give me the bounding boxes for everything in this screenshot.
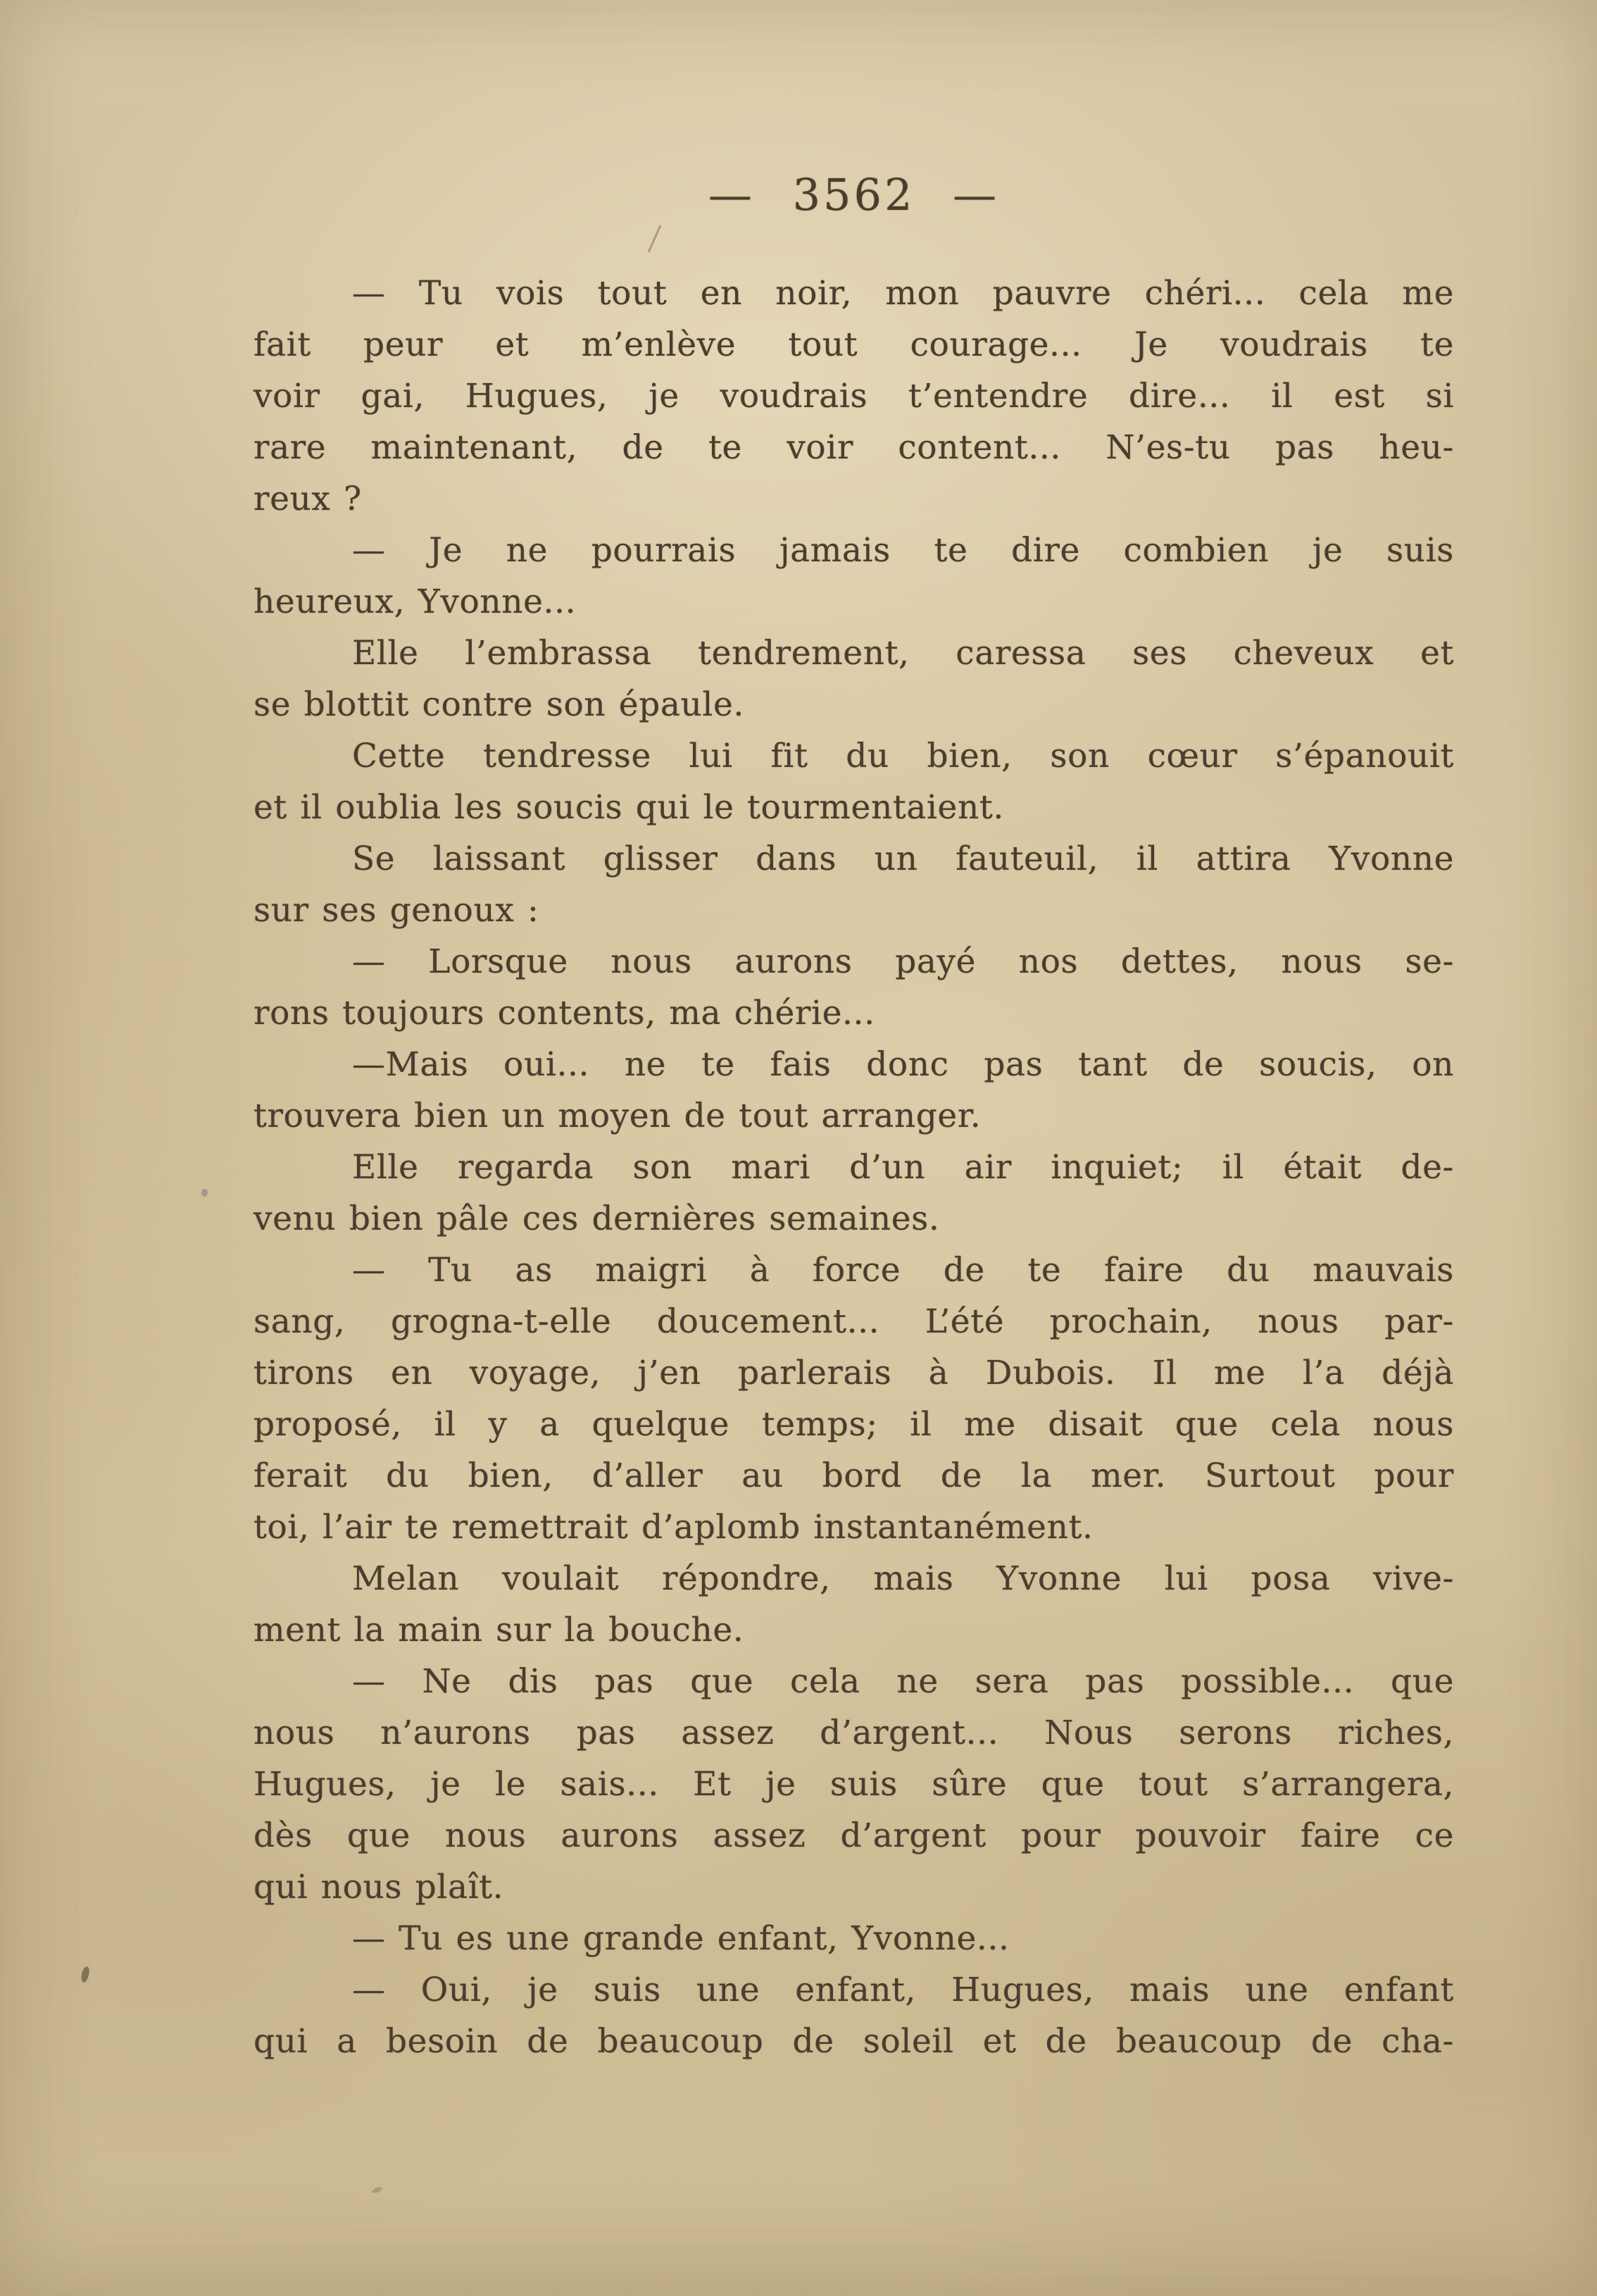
text-line: Elle regarda son mari d’un air inquiet; il était de- bbox=[352, 1148, 1454, 1187]
text-line: Elle l’embrassa tendrement, caressa ses cheveux et bbox=[352, 634, 1454, 673]
text-line: — Tu as maigri à force de te faire du mauvais bbox=[352, 1251, 1454, 1290]
text-line: ment la main sur la bouche. bbox=[253, 1611, 744, 1649]
text-line: toi, l’air te remettrait d’aplomb instantanément. bbox=[253, 1508, 1094, 1547]
text-line: tirons en voyage, j’en parlerais à Dubois. Il me l’a déjà bbox=[253, 1354, 1454, 1392]
text-line: ferait du bien, d’aller au bord de la mer. Surtout pour bbox=[253, 1456, 1454, 1495]
text-line: — Lorsque nous aurons payé nos dettes, nous se- bbox=[352, 942, 1454, 981]
text-line: Se laissant glisser dans un fauteuil, il attira Yvonne bbox=[352, 840, 1454, 878]
text-line: fait peur et m’enlève tout courage... Je voudrais te bbox=[253, 325, 1454, 364]
text-line: qui nous plaît. bbox=[253, 1868, 504, 1907]
text-line: Cette tendresse lui fit du bien, son cœur s’épanouit bbox=[352, 737, 1454, 775]
text-line: se blottit contre son épaule. bbox=[253, 685, 744, 724]
text-line: proposé, il y a quelque temps; il me disait que cela nous bbox=[253, 1405, 1454, 1444]
text-line: —Mais oui... ne te fais donc pas tant de soucis, on bbox=[352, 1045, 1454, 1084]
text-line: voir gai, Hugues, je voudrais t’entendre dire... il est si bbox=[253, 377, 1454, 416]
text-line: trouvera bien un moyen de tout arranger. bbox=[253, 1097, 982, 1135]
text-line: et il oublia les soucis qui le tourmentaient. bbox=[253, 788, 1004, 827]
paper-fleck bbox=[371, 2185, 383, 2194]
margin-ink-speck bbox=[80, 1966, 90, 1983]
text-line: heureux, Yvonne... bbox=[253, 582, 577, 621]
text-block bbox=[253, 268, 1454, 2067]
ink-dot-speck bbox=[201, 1189, 208, 1197]
page-number: — 3562 — bbox=[708, 169, 1000, 220]
text-line: Hugues, je le sais... Et je suis sûre que tout s’arrangera, bbox=[253, 1765, 1454, 1804]
text-line: — Tu vois tout en noir, mon pauvre chéri... cela me bbox=[352, 274, 1454, 313]
text-line: — Tu es une grande enfant, Yvonne... bbox=[352, 1919, 1010, 1958]
text-line: sang, grogna-t-elle doucement... L’été prochain, nous par- bbox=[253, 1302, 1454, 1341]
text-line: dès que nous aurons assez d’argent pour pouvoir faire ce bbox=[253, 1816, 1454, 1855]
text-line: rons toujours contents, ma chérie... bbox=[253, 994, 875, 1032]
text-line: reux ? bbox=[253, 480, 362, 518]
text-line: qui a besoin de beaucoup de soleil et de beaucoup de cha- bbox=[253, 2022, 1454, 2061]
scan-scratch-mark bbox=[648, 225, 662, 253]
text-line: rare maintenant, de te voir content... N’es-tu pas heu- bbox=[253, 428, 1454, 467]
text-line: — Oui, je suis une enfant, Hugues, mais une enfant bbox=[352, 1971, 1454, 2009]
text-line: sur ses genoux : bbox=[253, 891, 539, 930]
text-line: venu bien pâle ces dernières semaines. bbox=[253, 1199, 940, 1238]
text-line: — Ne dis pas que cela ne sera pas possible... que bbox=[352, 1662, 1454, 1701]
text-line: Melan voulait répondre, mais Yvonne lui posa vive- bbox=[352, 1559, 1454, 1598]
text-line: — Je ne pourrais jamais te dire combien je suis bbox=[352, 531, 1454, 570]
text-line: nous n’aurons pas assez d’argent... Nous serons riches, bbox=[253, 1714, 1454, 1752]
